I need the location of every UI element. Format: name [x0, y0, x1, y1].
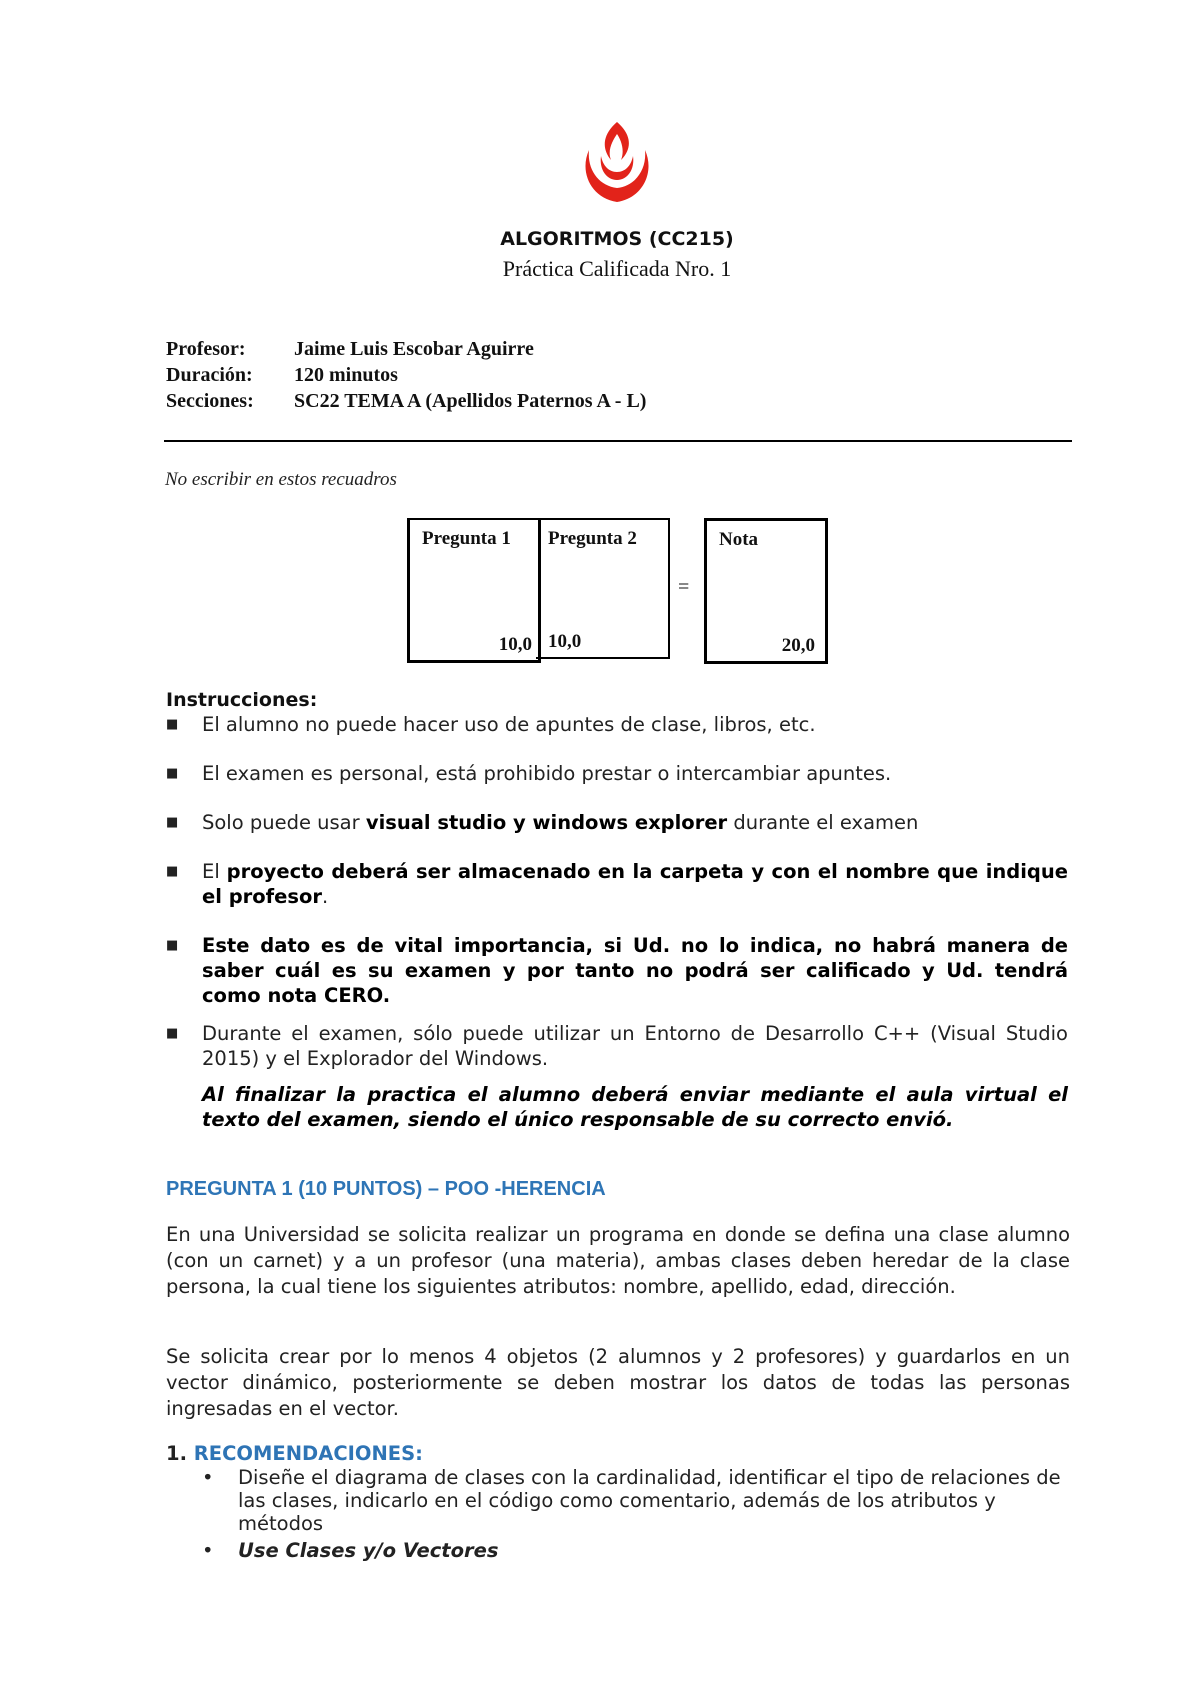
instruction-bold-text: visual studio y windows explorer: [365, 811, 728, 834]
instruction-item: [166, 712, 1068, 737]
grade-box-label: Pregunta 2: [548, 528, 637, 549]
equals-sign: =: [678, 576, 690, 598]
instruction-item: [166, 810, 1068, 835]
instruction-item: [166, 761, 1068, 786]
recommendation-item: [202, 1466, 1070, 1535]
square-bullet-icon: ■: [166, 717, 179, 732]
instruction-text: Solo puede usar: [202, 811, 366, 834]
header-divider: [164, 440, 1072, 442]
instruction-text: durante el examen: [727, 811, 919, 834]
instruction-text: Durante el examen, sólo puede utilizar un Entorno de Desarrollo C++ (Visual Studio 2015) y el Explorador del Windows.: [202, 1022, 1068, 1070]
grade-box-label: Nota: [719, 529, 759, 550]
recommendation-text: Use Clases y/o Vectores: [238, 1539, 499, 1562]
instruction-bold-text: Este dato es de vital importancia, si Ud. no lo indica, no habrá manera de saber cuál es su examen y por tanto no podrá ser calificado y Ud. tendrá como nota CERO.: [202, 934, 1068, 1007]
question-1-heading: PREGUNTA 1 (10 PUNTOS) – POO -HERENCIA: [166, 1178, 606, 1200]
instruction-text: El alumno no puede hacer uso de apuntes de clase, libros, etc.: [202, 713, 816, 736]
do-not-write-note: No escribir en estos recuadros: [165, 469, 397, 490]
meta-row-duration: [166, 364, 398, 387]
recommendation-item: [202, 1539, 1070, 1562]
instruction-text: .: [322, 885, 329, 908]
instruction-item: [166, 1021, 1068, 1071]
question-1-paragraph-1: En una Universidad se solicita realizar un programa en donde se defina una clase alumno (con un carnet) y a un profesor (una materia), ambas clases deben heredar de la clase persona, la cual tiene los siguientes atributos: nombre, apellido, edad, dirección.: [166, 1223, 1070, 1298]
square-bullet-icon: ■: [166, 1026, 179, 1041]
instruction-bold-text: proyecto deberá ser almacenado en la carpeta y con el nombre que indique el profesor: [202, 860, 1068, 908]
round-bullet-icon: •: [202, 1466, 214, 1489]
recommendations-number: 1.: [166, 1442, 187, 1465]
square-bullet-icon: ■: [166, 815, 179, 830]
grade-box-value: 20,0: [781, 635, 815, 656]
round-bullet-icon: •: [202, 1539, 214, 1562]
meta-value: Jaime Luis Escobar Aguirre: [294, 338, 534, 360]
grade-box-label: Pregunta 1: [422, 528, 511, 549]
grade-box-total: [704, 518, 828, 664]
square-bullet-icon: ■: [166, 938, 179, 953]
meta-row-sections: [166, 390, 646, 413]
instruction-item: [166, 859, 1068, 909]
grade-box-value: 10,0: [548, 631, 582, 652]
square-bullet-icon: ■: [166, 864, 179, 879]
meta-key: Profesor:: [166, 338, 246, 360]
exam-title: Práctica Calificada Nro. 1: [502, 256, 732, 281]
closing-note-text: Al finalizar la practica el alumno deberá enviar mediante el aula virtual el texto del examen, siendo el único responsable de su correcto envió.: [202, 1083, 1068, 1131]
recommendations-title: RECOMENDACIONES:: [193, 1442, 423, 1465]
recommendation-text: Diseñe el diagrama de clases con la cardinalidad, identificar el tipo de relaciones de las clases, indicarlo en el código como comentario, además de los atributos y métodos: [238, 1466, 1061, 1535]
closing-note: [166, 1082, 1068, 1132]
instruction-text: El: [202, 860, 227, 883]
instructions-heading: Instrucciones:: [166, 689, 318, 711]
meta-value: SC22 TEMA A (Apellidos Paternos A - L): [294, 390, 647, 412]
square-bullet-icon: ■: [166, 766, 179, 781]
course-title: ALGORITMOS (CC215): [500, 228, 734, 250]
university-flame-logo-icon: [577, 120, 657, 204]
grade-box-q2: [536, 518, 670, 659]
meta-value: 120 minutos: [294, 364, 398, 386]
instruction-text: El examen es personal, está prohibido prestar o intercambiar apuntes.: [202, 762, 892, 785]
recommendations-heading: [166, 1442, 423, 1465]
meta-key: Secciones:: [166, 390, 254, 412]
grade-box-value: 10,0: [498, 634, 532, 655]
question-1-paragraph-2: Se solicita crear por lo menos 4 objetos (2 alumnos y 2 profesores) y guardarlos en un vector dinámico, posteriormente se deben mostrar los datos de todas las personas ingresadas en el vector.: [166, 1345, 1070, 1420]
instruction-item: [166, 933, 1068, 1008]
meta-key: Duración:: [166, 364, 253, 386]
grade-box-q1: [407, 518, 541, 663]
meta-row-professor: [166, 338, 534, 361]
